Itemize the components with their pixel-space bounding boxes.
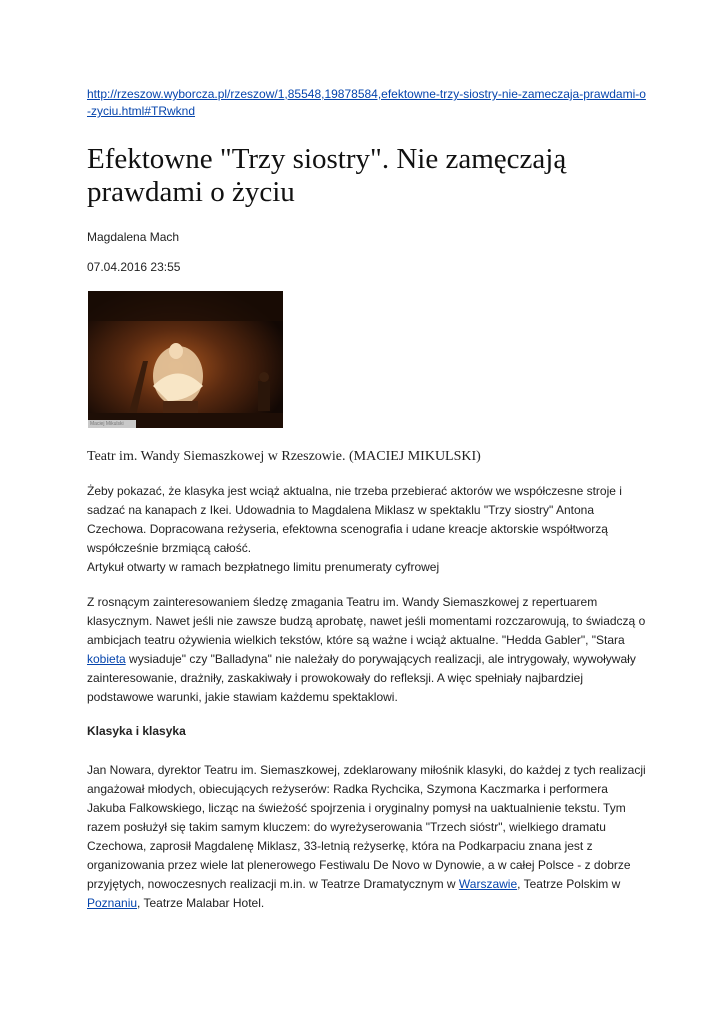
article-title: Efektowne "Trzy siostry". Nie zamęczają prawdami o życiu (87, 143, 567, 208)
paragraph-text: , Teatrze Polskim w (517, 877, 621, 891)
document-page (87, 86, 647, 913)
article-author: Magdalena Mach (87, 230, 180, 244)
paragraph-text: , Teatrze Malabar Hotel. (137, 896, 265, 910)
source-url-link[interactable]: http://rzeszow.wyborcza.pl/rzeszow/1,85548,19878584,efektowne-trzy-siostry-nie-zameczaja-prawdami-o-zyciu.html#TRwknd (87, 87, 646, 118)
section-heading: Klasyka i klasyka (87, 724, 186, 738)
article-date: 07.04.2016 23:55 (87, 260, 181, 274)
photo-credit: Maciej Mikulski (88, 420, 136, 428)
stage-photo-image (88, 291, 283, 428)
photo-caption: Teatr im. Wandy Siemaszkowej w Rzeszowie. (MACIEJ MIKULSKI) (87, 449, 481, 464)
paywall-note: Artykuł otwarty w ramach bezpłatnego limitu prenumeraty cyfrowej (87, 560, 440, 574)
link-poznaniu[interactable]: Poznaniu (87, 896, 138, 910)
body-paragraph-1 (87, 593, 647, 707)
body-paragraph-2 (87, 761, 647, 913)
link-kobieta[interactable]: kobieta (87, 652, 126, 666)
paragraph-text: Jan Nowara, dyrektor Teatru im. Siemaszkowej, zdeklarowany miłośnik klasyki, do każdej z tych realizacji angażował młodych, obiecujących reżyserów: Radka Rychcika, Szymona Kaczmarka i performera Jakuba Falkowskiego, licząc na świeżość spojrzenia i oryginalny pomysł na uaktualnienie tekstu. Tym razem posłużył się takim samym kluczem: do wyreżyserowania "Trzech sióstr", wielkiego dramatu Czechowa, zaprosił Magdalenę Miklasz, 33-letnią reżyserkę, która na Podkarpaciu znana jest z organizowania przez wiele lat plenerowego Festiwalu De Novo w Dynowie, a w całej Polsce - z dobrze przyjętych, nowoczesnych realizacji m.in. w Teatrze Dramatycznym w (87, 763, 646, 891)
article-photo (88, 291, 283, 428)
lead-paragraph: Żeby pokazać, że klasyka jest wciąż aktualna, nie trzeba przebierać aktorów we współczesne stroje i sadzać na kanapach z Ikei. Udowadnia to Magdalena Miklasz w spektaklu "Trzy siostry" Antona Czechowa. Dopracowana reżyseria, efektowna scenografia i udane kreacje aktorskie współtworzą współcześnie brzmiącą całość. (87, 484, 622, 555)
paragraph-text: wysiaduje" czy "Balladyna" nie należały do porywających realizacji, ale intrygowały, wywoływały zainteresowanie, drażniły, zaskakiwały i prowokowały do refleksji. A więc spełniały najbardziej podstawowe warunki, jakie stawiam każdemu spektaklowi. (87, 652, 636, 704)
paragraph-text: Z rosnącym zainteresowaniem śledzę zmagania Teatru im. Wandy Siemaszkowej z repertuarem klasycznym. Nawet jeśli nie zawsze budzą aprobatę, nawet jeśli momentami rozczarowują, to świadczą o ambicjach teatru ożywienia wielkich tekstów, które są ważne i wciąż aktualne. "Hedda Gabler", "Stara (87, 595, 646, 647)
link-warszawie[interactable]: Warszawie (458, 877, 518, 891)
